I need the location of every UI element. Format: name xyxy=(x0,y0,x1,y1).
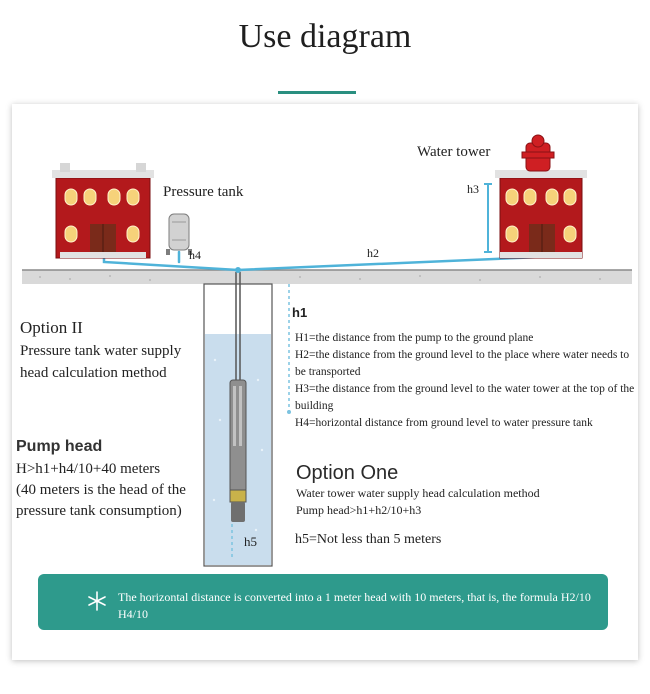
pump-head-title: Pump head xyxy=(16,438,103,455)
pipe-junction xyxy=(235,267,241,273)
option-one-title: Option One xyxy=(296,462,399,484)
h2-label: h2 xyxy=(367,246,379,260)
pump-head-note: (40 meters is the head of the pressure tank consumption) xyxy=(16,482,186,519)
definition-h2: H2=the distance from the ground level to the place where water needs to be transported xyxy=(295,349,630,378)
h5-note: h5=Not less than 5 meters xyxy=(295,532,442,547)
submersible-pump xyxy=(230,380,246,522)
option-one-description: Water tower water supply head calculation method xyxy=(296,486,540,500)
left-building xyxy=(52,163,154,258)
pump-head-body xyxy=(16,459,211,522)
banner-text: The horizontal distance is converted into a 1 meter head with 10 meters, that is, the formula H2/10 H4/10 xyxy=(118,590,591,621)
h5-label: h5 xyxy=(244,534,257,549)
water-tower-tank xyxy=(522,135,554,171)
pressure-tank-label: Pressure tank xyxy=(163,184,244,200)
definition-h4: H4=horizontal distance from ground level to water pressure tank xyxy=(295,417,593,429)
definitions-list xyxy=(295,330,640,432)
info-banner xyxy=(38,574,608,630)
page-title: Use diagram xyxy=(238,18,412,55)
option-two-body: Pressure tank water supply head calculation method xyxy=(20,343,182,381)
h4-label: h4 xyxy=(189,248,201,262)
option-one-formula: Pump head>h1+h2/10+h3 xyxy=(296,503,422,517)
option-two-title: Option II xyxy=(20,318,83,337)
h3-label: h3 xyxy=(467,182,479,196)
definition-h1: H1=the distance from the pump to the ground plane xyxy=(295,332,534,344)
right-building xyxy=(495,170,587,258)
pump-head-formula: H>h1+h4/10+40 meters xyxy=(16,461,161,477)
water-tower-label: Water tower xyxy=(417,144,491,160)
sparkle-icon xyxy=(86,590,108,612)
h1-label: h1 xyxy=(292,305,308,320)
definition-h3: H3=the distance from the ground level to the water tower at the top of the building xyxy=(295,383,635,412)
